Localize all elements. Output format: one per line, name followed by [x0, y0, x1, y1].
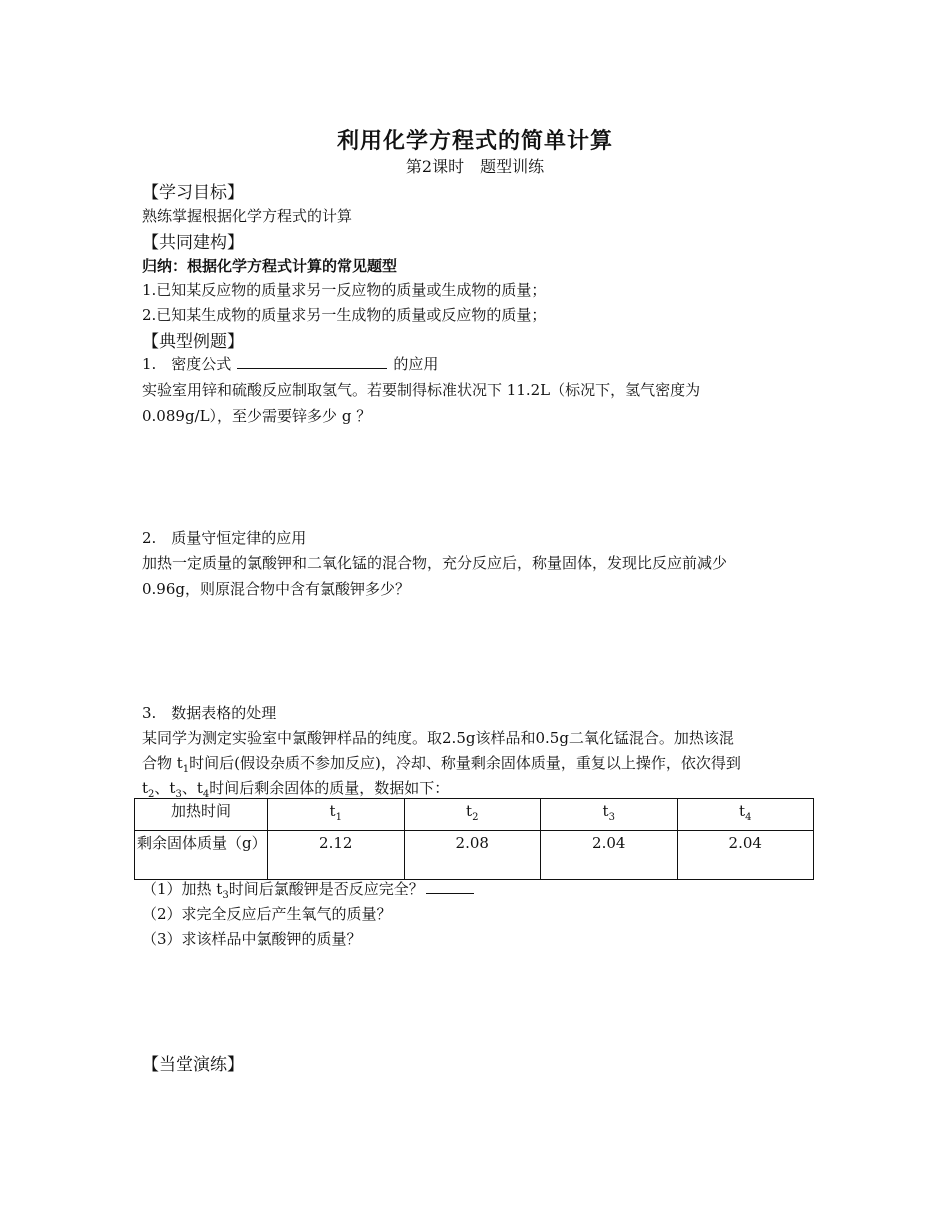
q3-sub-2: （2）求完全反应后产生氧气的质量？ — [142, 905, 392, 923]
q1-title-suffix: 的应用 — [393, 355, 439, 373]
q3-line-1: 某同学为测定实验室中氯酸钾样品的纯度。取2.5g该样品和0.5g二氧化锰混合。加热该混 — [142, 729, 734, 747]
table-header-label: 加热时间 — [135, 799, 268, 831]
summary-item-2: 2.已知某生成物的质量求另一生成物的质量或反应物的质量； — [142, 306, 547, 324]
time-label: t — [739, 802, 746, 820]
time-sub: 4 — [745, 812, 752, 823]
q3-line-3-sub: 3 — [175, 789, 182, 800]
q3-line-2-b: 时间后(假设杂质不参加反应)，冷却、称量剩余固体质量，重复以上操作，依次得到 — [189, 754, 741, 772]
page-subtitle: 第2课时 题型训练 — [405, 157, 545, 176]
answer-blank[interactable] — [237, 356, 387, 369]
q3-line-3-sub: 2 — [148, 789, 155, 800]
q1-title — [142, 353, 438, 374]
goals-text: 熟练掌握根据化学方程式的计算 — [142, 207, 353, 225]
q3-line-3-sub: 4 — [202, 789, 210, 800]
q3-sub-1-b: 时间后氯酸钾是否反应完全？ — [228, 880, 424, 898]
summary-item-1: 1.已知某反应物的质量求另一反应物的质量或生成物的质量； — [142, 281, 547, 299]
q2-line-1: 加热一定质量的氯酸钾和二氧化锰的混合物，充分反应后，称量固体，发现比反应前减少 — [142, 554, 728, 572]
q3-line-2-sub: 1 — [182, 764, 190, 775]
q3-sub-1 — [142, 878, 474, 901]
examples-heading: 【典型例题】 — [142, 332, 244, 352]
time-sub: 1 — [335, 812, 342, 823]
q2-title: 2. 质量守恒定律的应用 — [142, 529, 307, 547]
q1-line-2: 0.089g/L），至少需要锌多少 g ？ — [142, 407, 372, 425]
q2-line-2: 0.96g，则原混合物中含有氯酸钾多少？ — [142, 580, 411, 598]
practice-heading: 【当堂演练】 — [142, 1055, 244, 1075]
time-label: t — [466, 802, 473, 820]
q3-line-3-rest: 时间后剩余固体的质量，数据如下： — [209, 779, 450, 797]
table-cell: 2.12 — [268, 831, 405, 880]
page-title: 利用化学方程式的简单计算 — [336, 128, 613, 154]
q1-line-1: 实验室用锌和硫酸反应制取氢气。若要制得标准状况下 11.2L（标况下，氢气密度为 — [142, 381, 701, 399]
q3-line-2-a: 合物 t — [142, 754, 183, 772]
time-sub: 2 — [472, 812, 479, 823]
q3-sub-1-a: （1）加热 t — [142, 880, 223, 898]
time-label: t — [329, 802, 336, 820]
table-header-row — [135, 799, 814, 831]
table-cell: 2.08 — [404, 831, 541, 880]
table-header-cell — [404, 799, 541, 831]
time-label: t — [602, 802, 609, 820]
q3-line-2 — [142, 752, 741, 775]
data-table — [134, 798, 814, 880]
table-row-label: 剩余固体质量（g） — [135, 831, 268, 880]
q3-line-3-t: t — [142, 779, 149, 797]
summary-heading: 归纳：根据化学方程式计算的常见题型 — [142, 257, 398, 275]
q3-line-3-sep: 、t — [154, 779, 176, 797]
q3-sub-1-sub: 3 — [222, 890, 229, 901]
table-cell: 2.04 — [541, 831, 678, 880]
time-sub: 3 — [608, 812, 615, 823]
table-row — [135, 831, 814, 880]
table-header-cell — [268, 799, 405, 831]
q3-line-3 — [142, 777, 449, 800]
q3-sub-3: （3）求该样品中氯酸钾的质量？ — [142, 930, 362, 948]
table-header-cell — [677, 799, 814, 831]
answer-blank[interactable] — [426, 881, 474, 894]
q1-title-prefix: 1. 密度公式 — [142, 355, 232, 373]
q3-title: 3. 数据表格的处理 — [142, 704, 277, 722]
goals-heading: 【学习目标】 — [142, 183, 244, 203]
construct-heading: 【共同建构】 — [142, 233, 244, 253]
table-header-cell — [541, 799, 678, 831]
q3-line-3-sep: 、t — [181, 779, 203, 797]
table-cell: 2.04 — [677, 831, 814, 880]
